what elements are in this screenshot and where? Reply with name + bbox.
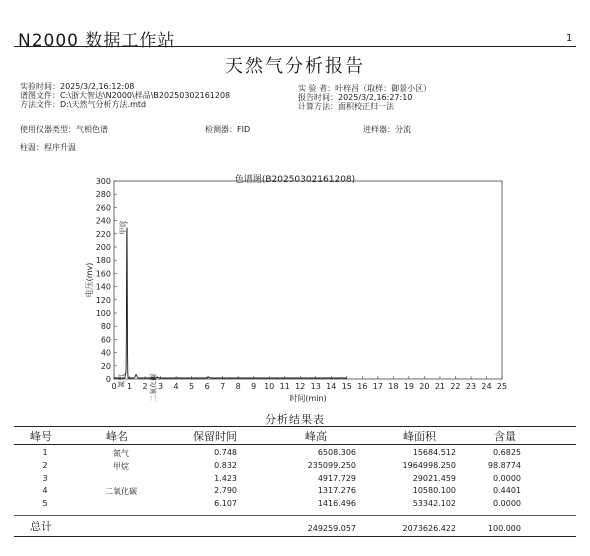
col-header-no: 峰号 [30, 430, 52, 443]
cell-content: 0.6825 [493, 448, 521, 457]
x-tick-label: 4 [173, 382, 179, 391]
experiment-time: 实验时间：2025/3/2,16:12:08 [20, 82, 135, 91]
peak-label: 氮气 [117, 373, 126, 388]
y-axis-label: 电压(mv) [85, 262, 94, 298]
cell-peak-no: 3 [42, 473, 48, 483]
cell-peak-name: 氮气 [113, 449, 129, 458]
cell-peak-name: 二氧化碳 [105, 487, 137, 497]
x-tick-label: 6 [204, 382, 210, 391]
total-label: 总计 [30, 520, 52, 533]
peak-label: 甲烷 [118, 220, 127, 235]
cell-peak-height: 1416.496 [317, 499, 356, 509]
peak-label: 二氧化碳 [149, 373, 158, 402]
cell-peak-height: 1317.276 [317, 486, 356, 496]
x-tick-label: 11 [279, 382, 290, 391]
y-tick-label: 100 [95, 309, 111, 318]
cell-peak-area: 15684.512 [412, 448, 456, 457]
peak-point [208, 376, 209, 377]
cell-content: 0.4401 [493, 486, 521, 496]
peak-point [135, 374, 136, 375]
y-tick-label: 20 [100, 361, 111, 371]
x-tick-label: 17 [372, 382, 383, 391]
app-title: N2000 数据工作站 [18, 31, 176, 51]
y-tick-label: 40 [100, 348, 111, 358]
chromatogram-trace [114, 228, 347, 378]
calc-method: 计算方法：面积校正归一法 [298, 102, 394, 111]
injector: 进样器：分流 [363, 125, 411, 134]
y-tick-label: 0 [105, 375, 111, 384]
x-axis-label: 时间(min) [289, 394, 327, 403]
x-tick-label: 19 [403, 382, 414, 391]
x-tick-label: 7 [220, 382, 226, 391]
report-title: 天然气分析报告 [225, 56, 365, 77]
cell-peak-height: 6508.306 [317, 448, 356, 457]
col-header-name: 峰名 [106, 430, 128, 443]
x-tick-label: 14 [326, 382, 337, 391]
cell-retention-time: 2.790 [214, 486, 237, 496]
y-tick-label: 240 [95, 216, 111, 226]
cell-peak-area: 1964998.250 [402, 460, 456, 470]
x-tick-label: 9 [251, 382, 257, 391]
x-tick-label: 20 [419, 382, 430, 391]
page-number: 1 [566, 33, 573, 44]
plot-frame [114, 181, 502, 379]
y-tick-label: 160 [95, 269, 111, 279]
x-tick-label: 16 [357, 382, 368, 391]
table-bottom-rule [14, 536, 576, 537]
x-tick-label: 1 [126, 382, 133, 391]
cell-content: 0.0000 [493, 499, 521, 509]
x-tick-label: 21 [434, 382, 446, 391]
method-file: 方法文件：D:\天然气分析方法.mtd [20, 100, 147, 109]
total-content: 100.000 [487, 524, 521, 533]
cell-retention-time: 1.423 [214, 473, 237, 483]
report-time: 报告时间：2025/3/2,16:27:10 [298, 93, 413, 102]
cell-peak-no: 1 [42, 448, 48, 457]
column-temp: 柱温：程序升温 [20, 143, 76, 152]
cell-content: 0.0000 [493, 473, 521, 483]
y-tick-label: 140 [95, 282, 111, 292]
col-header-content: 含量 [494, 430, 516, 443]
cell-peak-no: 4 [42, 486, 48, 496]
x-tick-label: 12 [295, 382, 306, 391]
x-tick-label: 3 [158, 382, 164, 391]
cell-retention-time: 0.832 [214, 460, 237, 470]
x-tick-label: 24 [481, 382, 492, 391]
y-tick-label: 300 [95, 177, 111, 186]
spectrum-file: 谱图文件：C:\浙大智达\N2000\样品\B20250302161208 [20, 91, 231, 100]
y-tick-label: 200 [95, 243, 111, 252]
cell-retention-time: 0.748 [214, 448, 237, 457]
chart-title: 色谱图(B20250302161208) [234, 175, 356, 185]
table-header-rule [14, 444, 576, 445]
results-title: 分析结果表 [265, 413, 325, 426]
cell-peak-height: 4917.729 [317, 473, 356, 483]
y-tick-label: 120 [95, 295, 111, 305]
y-tick-label: 220 [95, 229, 111, 239]
total-area: 2073626.422 [402, 524, 456, 533]
y-tick-label: 80 [100, 322, 111, 332]
x-tick-label: 25 [496, 382, 508, 391]
x-tick-label: 2 [142, 382, 148, 391]
x-tick-label: 23 [465, 382, 477, 391]
cell-peak-area: 10580.100 [412, 486, 456, 496]
cell-peak-area: 53342.102 [412, 499, 456, 509]
y-tick-label: 280 [95, 190, 111, 200]
table-total-rule [14, 515, 576, 516]
total-height: 249259.057 [307, 524, 356, 533]
cell-peak-height: 235099.250 [307, 460, 356, 470]
x-tick-label: 0 [111, 382, 117, 391]
cell-peak-no: 2 [42, 460, 48, 470]
x-tick-label: 5 [189, 382, 195, 391]
cell-peak-no: 5 [42, 499, 48, 509]
col-header-rt: 保留时间 [193, 430, 237, 443]
instrument-type: 使用仪器类型：气相色谱 [20, 125, 108, 134]
x-tick-label: 13 [310, 382, 321, 391]
x-tick-label: 15 [341, 382, 352, 391]
x-tick-label: 10 [264, 382, 275, 391]
cell-peak-name: 甲烷 [113, 461, 129, 471]
y-tick-label: 60 [100, 335, 111, 345]
experimenter: 实 验 者：叶梓昌（取样：御景小区） [298, 84, 432, 93]
x-tick-label: 22 [450, 382, 461, 391]
table-top-rule [14, 426, 576, 427]
cell-peak-area: 29021.459 [412, 473, 456, 483]
x-tick-label: 18 [388, 382, 399, 391]
y-tick-label: 180 [95, 256, 111, 266]
cell-retention-time: 6.107 [214, 499, 237, 509]
detector: 检测器：FID [205, 125, 251, 134]
cell-content: 98.8774 [487, 460, 521, 470]
x-tick-label: 8 [235, 382, 241, 391]
col-header-height: 峰高 [305, 430, 327, 443]
y-tick-label: 260 [95, 203, 111, 213]
col-header-area: 峰面积 [403, 430, 436, 443]
